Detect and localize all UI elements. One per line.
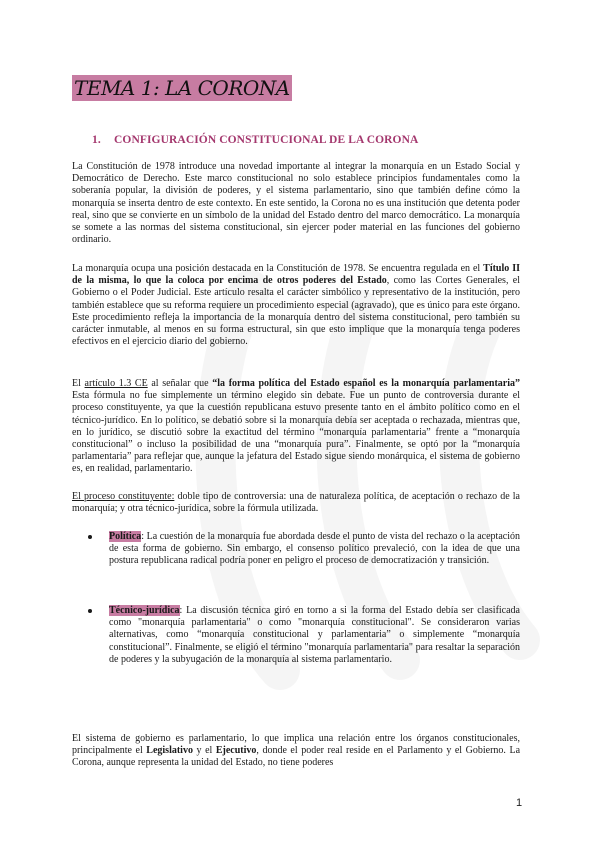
paragraph-3-text-c: Esta fórmula no fue simplemente un término elegido sin debate. Fue un punto de controversia durante el proceso constituyente, ya que la cuestión republicana estuvo presente tanto en el ámbito político como en el técnico-jurídico. En lo político, se debatió sobre si la monarquía debía ser aceptada o rechazada, mientras que, en lo jurídico, se discutió sobre la exactitud del término “monarquía parlamentaria” frente a “monarquía constitucional” o incluso la posibilidad de una “monarquía pura”. Finalmente, se optó por la “monarquía parlamentaria” para reflejar que, aunque la jefatura del Estado sigue siendo monárquica, el sistema de gobierno es, en realidad, parlamentario. <box>72 390 520 475</box>
section-heading <box>92 134 522 146</box>
paragraph-5-text-b: y el <box>192 745 216 757</box>
page-title-container <box>72 75 292 101</box>
paragraph-5-text-c: , donde el poder real reside en el Parlamento y el Gobierno. La Corona, aunque representa la unidad del Estado, no tiene poderes <box>72 745 521 769</box>
paragraph-1 <box>72 161 520 246</box>
paragraph-3-quote: “la forma política del Estado español es la monarquía parlamentaria” <box>212 378 520 389</box>
paragraph-4-text: doble tipo de controversia: una de naturaleza política, de aceptación o rechazo de la monarquía; y otra técnico-jurídica, sobre la fórmula utilizada. <box>72 491 520 515</box>
paragraph-2-text-a: La monarquía ocupa una posición destacada en la Constitución de 1978. Se encuentra regulada en el <box>72 263 484 274</box>
paragraph-3-text-b: al señalar que <box>147 378 213 389</box>
paragraph-3 <box>72 378 520 476</box>
list-item-text: : La cuestión de la monarquía fue abordada desde el punto de vista del rechazo o la aceptación de esta forma de gobierno. Sin embargo, el consenso político prevaleció, con la idea de que una postura republicana radical podría poner en peligro el proceso de democratización y transición. <box>109 531 520 567</box>
list-item-label: Política <box>109 531 142 542</box>
list-item <box>88 605 520 666</box>
bullet-icon <box>88 535 92 539</box>
page-number: 1 <box>516 797 523 809</box>
article-reference: artículo 1.3 CE <box>84 378 148 389</box>
paragraph-5-bold-b: Ejecutivo <box>215 745 257 757</box>
list-item-text: : La discusión técnica giró en torno a si la forma del Estado debía ser clasificada como "monarquía parlamentaria" o como "monarquía constitucional". Se consideraron varias alternativas, como “monarquía constitucional y parlamentaria” o simplemente “monarquía constitucional”. Finalmente, se eligió el término "monarquía parlamentaria" para resaltar la separación de poderes y la subyugación de la monarquía al sistema parlamentario. <box>109 605 520 665</box>
bullet-icon <box>88 609 92 613</box>
list-item <box>88 531 520 568</box>
page-title: TEMA 1: LA CORONA <box>74 76 290 100</box>
paragraph-2 <box>72 263 520 348</box>
section-title: CONFIGURACIÓN CONSTITUCIONAL DE LA CORONA <box>114 134 419 146</box>
paragraph-5-text-a: El sistema de gobierno es parlamentario, lo que implica una relación entre los órganos constitucionales, principalmente el <box>72 733 520 757</box>
paragraph-2-text-b: , como las Cortes Generales, el Gobierno o el Poder Judicial. Este artículo resalta el carácter simbólico y representativo de la institución, pero también establece que su reforma requiere un procedimiento especial (agravado), que es único para este órgano. Este procedimiento refleja la importancia de la monarquía dentro del sistema constitucional, pero también su carácter inmutable, al menos en su forma estructural, sin que esto implique que la monarquía tenga poderes efectivos en el ejercicio diario del gobierno. <box>72 275 520 348</box>
paragraph-4-underlined: El proceso constituyente: <box>72 491 175 502</box>
paragraph-2-bold: Título II de la misma, lo que la coloca por encima de otros poderes del Estado <box>72 263 521 287</box>
paragraph-5-bold-a: Legislativo <box>146 745 193 757</box>
paragraph-5 <box>72 733 520 770</box>
paragraph-1-text: La Constitución de 1978 introduce una novedad importante al integrar la monarquía en un Estado Social y Democrático de Derecho. Este marco constitucional no solo establece principios fundamentales como la soberanía popular, la división de poderes, y el sistema parlamentario, sino que también define cómo la monarquía se inserta dentro de este contexto. En este sentido, la Corona no es una institución que detenta poder real, sino que se convierte en un símbolo de la unidad del Estado dentro del marco democrático. La monarquía se somete a las normas del sistema constitucional, sin ejercer poder material en las funciones del gobierno ordinario. <box>72 161 520 246</box>
list-item-label: Técnico-jurídica <box>109 605 180 616</box>
section-number: 1. <box>92 134 101 146</box>
paragraph-4 <box>72 491 520 515</box>
paragraph-3-text-a: El <box>72 378 85 389</box>
